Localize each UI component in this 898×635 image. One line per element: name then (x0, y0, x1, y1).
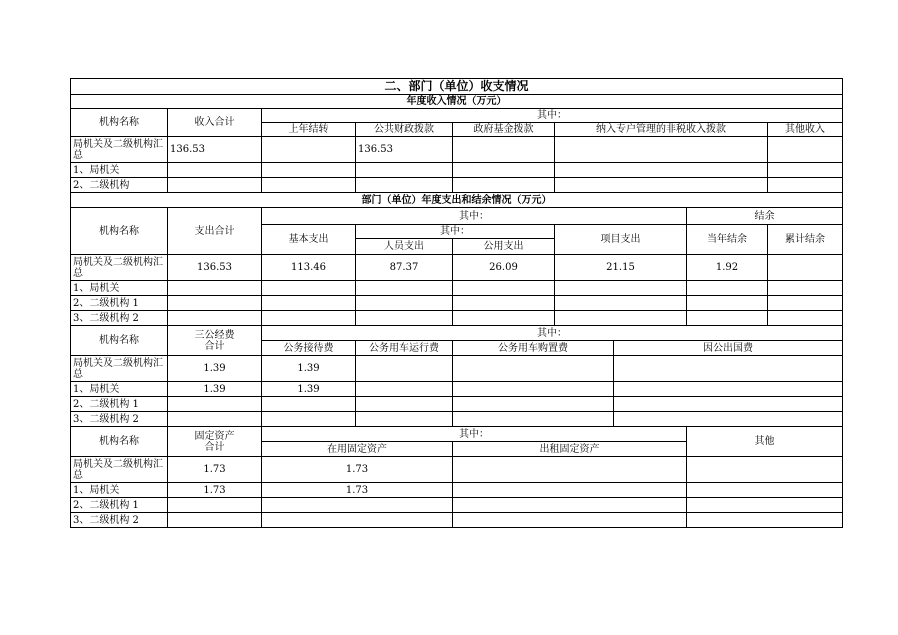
expense-col-org: 机构名称 (71, 208, 168, 255)
cell-value (768, 311, 843, 326)
income-col-nontax: 纳入专户管理的非税收入拨款 (555, 123, 768, 137)
cell-value: 1.39 (168, 356, 262, 382)
cell-value: 26.09 (453, 255, 555, 281)
cell-value (262, 412, 356, 427)
sangong-col-total (168, 326, 262, 356)
cell-value (356, 178, 453, 193)
cell-value (555, 137, 768, 163)
cell-value (453, 397, 614, 412)
table-row (71, 457, 843, 483)
cell-value (614, 382, 843, 397)
sangong-col-vehicle-run: 公务用车运行费 (356, 341, 453, 356)
expense-col-public: 公用支出 (453, 239, 555, 255)
cell-value (687, 457, 843, 483)
row-name: 3、二级机构 2 (71, 513, 168, 528)
cell-value: 136.53 (168, 255, 262, 281)
cell-value (168, 281, 262, 296)
cell-value (453, 457, 687, 483)
cell-value (614, 356, 843, 382)
cell-value (262, 397, 356, 412)
table-row (71, 178, 843, 193)
cell-value (168, 498, 262, 513)
expense-col-balance: 结余 (687, 208, 843, 225)
cell-value (453, 356, 614, 382)
expense-col-basic: 基本支出 (262, 225, 356, 255)
sangong-col-vehicle-buy: 公务用车购置费 (453, 341, 614, 356)
cell-value (453, 311, 555, 326)
cell-value: 113.46 (262, 255, 356, 281)
expense-col-of-which: 其中： (262, 208, 687, 225)
cell-value (168, 163, 262, 178)
cell-value: 87.37 (356, 255, 453, 281)
row-name: 局机关及二级机构汇总 (71, 457, 168, 483)
sangong-col-reception: 公务接待费 (262, 341, 356, 356)
cell-value (168, 397, 262, 412)
cell-value (356, 163, 453, 178)
expense-col-project: 项目支出 (555, 225, 687, 255)
cell-value (262, 178, 356, 193)
cell-value (356, 412, 453, 427)
assets-col-total-line2: 合计 (204, 441, 225, 453)
cell-value (453, 412, 614, 427)
sangong-col-total-line2: 合计 (204, 340, 225, 352)
cell-value: 21.15 (555, 255, 687, 281)
cell-value (687, 281, 768, 296)
cell-value (687, 311, 768, 326)
cell-value (687, 498, 843, 513)
cell-value (168, 412, 262, 427)
cell-value: 1.39 (262, 382, 356, 397)
cell-value (768, 296, 843, 311)
table-row (71, 483, 843, 498)
cell-value: 1.39 (168, 382, 262, 397)
assets-col-of-which: 其中： (262, 427, 687, 442)
row-name: 2、二级机构 1 (71, 397, 168, 412)
row-name: 局机关及二级机构汇总 (71, 255, 168, 281)
table-row (71, 513, 843, 528)
cell-value (453, 178, 555, 193)
page-title: 二、部门（单位）收支情况 (71, 79, 843, 95)
cell-value (614, 412, 843, 427)
assets-col-org: 机构名称 (71, 427, 168, 457)
cell-value (768, 255, 843, 281)
assets-col-total-line1: 固定资产 (194, 430, 235, 442)
cell-value (356, 281, 453, 296)
cell-value (356, 382, 453, 397)
income-col-public-finance: 公共财政拨款 (356, 123, 453, 137)
cell-value (768, 163, 843, 178)
cell-value: 1.73 (168, 483, 262, 498)
cell-value (687, 513, 843, 528)
income-col-carryover: 上年结转 (262, 123, 356, 137)
expense-col-of-which2: 其中： (356, 225, 555, 239)
row-name: 2、二级机构 1 (71, 498, 168, 513)
income-col-total: 收入合计 (168, 109, 262, 137)
table-row (71, 255, 843, 281)
cell-value: 1.39 (262, 356, 356, 382)
row-name: 局机关及二级机构汇总 (71, 137, 168, 163)
table-row (71, 281, 843, 296)
cell-value (768, 137, 843, 163)
row-name: 3、二级机构 2 (71, 412, 168, 427)
table-row (71, 412, 843, 427)
row-name: 3、二级机构 2 (71, 311, 168, 326)
cell-value (453, 137, 555, 163)
cell-value (768, 281, 843, 296)
cell-value (356, 397, 453, 412)
cell-value (687, 296, 768, 311)
expense-col-year-balance: 当年结余 (687, 225, 768, 255)
table-row (71, 397, 843, 412)
cell-value (168, 296, 262, 311)
table-row (71, 296, 843, 311)
cell-value (453, 513, 687, 528)
budget-table (70, 78, 843, 528)
sangong-col-org: 机构名称 (71, 326, 168, 356)
sangong-col-of-which: 其中： (262, 326, 843, 341)
table-row (71, 163, 843, 178)
cell-value (453, 483, 687, 498)
table-row (71, 382, 843, 397)
assets-col-in-use: 在用固定资产 (262, 442, 453, 457)
row-name: 局机关及二级机构汇总 (71, 356, 168, 382)
cell-value: 1.73 (262, 483, 453, 498)
cell-value (168, 178, 262, 193)
cell-value (168, 311, 262, 326)
sangong-col-total-line1: 三公经费 (194, 329, 235, 341)
income-section-title: 年度收入情况（万元） (71, 95, 843, 109)
cell-value (453, 163, 555, 178)
cell-value (356, 356, 453, 382)
cell-value (555, 178, 768, 193)
cell-value (614, 397, 843, 412)
cell-value: 1.73 (168, 457, 262, 483)
cell-value (356, 296, 453, 311)
cell-value (453, 498, 687, 513)
cell-value (262, 137, 356, 163)
cell-value: 136.53 (168, 137, 262, 163)
table-row (71, 137, 843, 163)
sangong-col-abroad: 因公出国费 (614, 341, 843, 356)
cell-value (262, 311, 356, 326)
cell-value (356, 311, 453, 326)
cell-value (262, 513, 453, 528)
assets-col-other: 其他 (687, 427, 843, 457)
cell-value (168, 513, 262, 528)
cell-value: 136.53 (356, 137, 453, 163)
cell-value (555, 296, 687, 311)
expense-section-title: 部门（单位）年度支出和结余情况（万元） (71, 193, 843, 208)
cell-value (262, 281, 356, 296)
income-col-of-which: 其中： (262, 109, 843, 123)
cell-value (453, 281, 555, 296)
cell-value (262, 296, 356, 311)
cell-value: 1.73 (262, 457, 453, 483)
row-name: 1、局机关 (71, 382, 168, 397)
cell-value (555, 281, 687, 296)
expense-col-personnel: 人员支出 (356, 239, 453, 255)
assets-col-total (168, 427, 262, 457)
cell-value (555, 163, 768, 178)
table-row (71, 498, 843, 513)
cell-value (262, 498, 453, 513)
cell-value (262, 163, 356, 178)
row-name: 2、二级机构 (71, 178, 168, 193)
cell-value (555, 311, 687, 326)
row-name: 1、局机关 (71, 281, 168, 296)
cell-value: 1.92 (687, 255, 768, 281)
table-row (71, 356, 843, 382)
row-name: 1、局机关 (71, 163, 168, 178)
row-name: 1、局机关 (71, 483, 168, 498)
assets-col-rented: 出租固定资产 (453, 442, 687, 457)
cell-value (687, 483, 843, 498)
income-col-org: 机构名称 (71, 109, 168, 137)
cell-value (453, 382, 614, 397)
expense-col-cum-balance: 累计结余 (768, 225, 843, 255)
table-row (71, 311, 843, 326)
row-name: 2、二级机构 1 (71, 296, 168, 311)
expense-col-total: 支出合计 (168, 208, 262, 255)
cell-value (453, 296, 555, 311)
income-col-other: 其他收入 (768, 123, 843, 137)
cell-value (768, 178, 843, 193)
income-col-gov-fund: 政府基金拨款 (453, 123, 555, 137)
